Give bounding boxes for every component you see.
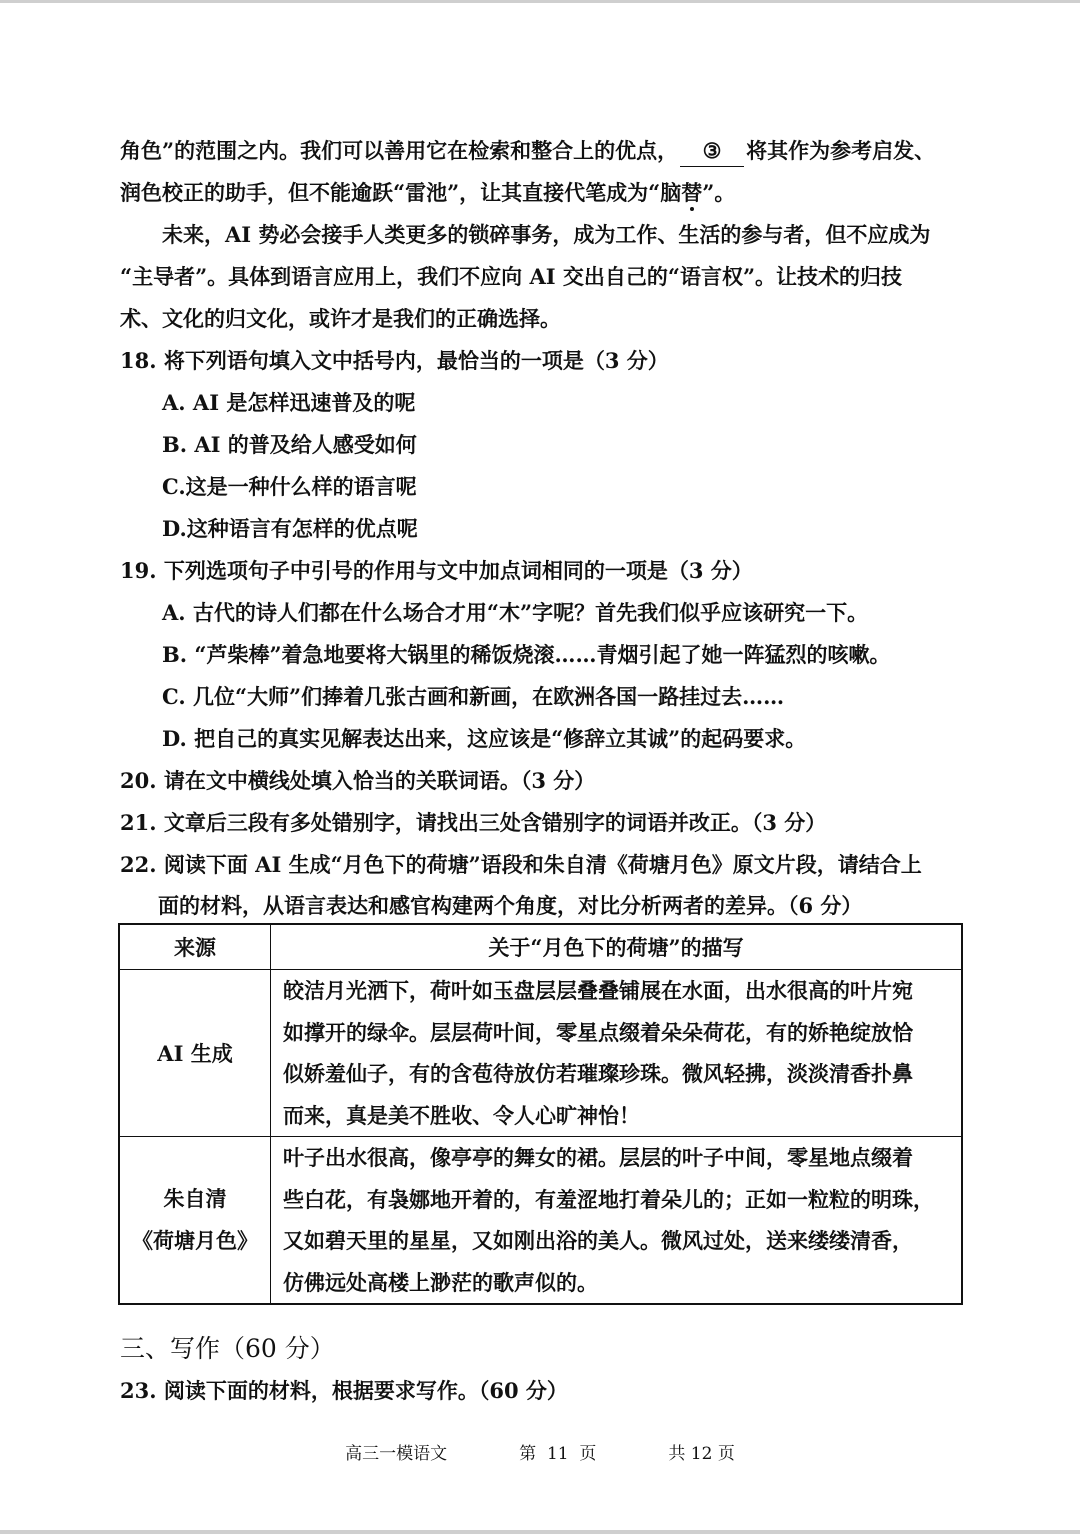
source-zhu [119,1137,271,1305]
desc-line: 仿佛远处高楼上渺茫的歌声似的。 [283,1269,598,1295]
desc-line: 些白花，有袅娜地开着的，有羞涩地打着朵儿的；正如一粒粒的明珠， [283,1186,934,1212]
source-ai: AI 生成 [119,970,271,1137]
q18-option-d: D.这种语言有怎样的优点呢 [162,516,418,541]
header-description: 关于“月色下的荷塘”的描写 [271,924,963,970]
q18-option-a: A. AI 是怎样迅速普及的呢 [162,390,416,415]
dotted-word: 替 [681,180,703,205]
section-title-writing: 三、写作（60 分） [120,1334,335,1363]
footer-page: 第 11 页 [519,1444,597,1464]
passage-para2-line3: 术、文化的归文化，或许才是我们的正确选择。 [120,306,561,331]
header-source: 来源 [119,924,271,970]
question-22-line2: 面的材料，从语言表达和感官构建两个角度，对比分析两者的差异。（6 分） [158,893,863,918]
table-header-row [119,924,962,970]
q18-option-c: C.这是一种什么样的语言呢 [162,474,417,499]
q19-option-c: C. 几位“大师”们捧着几张古画和新画，在欧洲各国一路挂过去…… [162,684,785,709]
question-22-line1: 22. 阅读下面 AI 生成“月色下的荷塘”语段和朱自清《荷塘月色》原文片段，请结合上 [120,852,922,877]
desc-line: 似娇羞仙子，有的含苞待放仿若璀璨珍珠。微风轻拂，淡淡清香扑鼻 [283,1061,913,1086]
passage-para2-line1: 未来，AI 势必会接手人类更多的锁碎事务，成为工作、生活的参与者，但不应成为 [162,222,931,247]
source-work: 《荷塘月色》 [132,1228,258,1253]
blank-3: ③ [680,136,744,167]
passage-line-2 [120,178,735,208]
page-footer [0,1440,1080,1468]
desc-line: 而来，真是美不胜收、令人心旷神怡！ [283,1102,640,1128]
passage-text: 角色”的范围之内。我们可以善用它在检索和整合上的优点， [120,138,679,163]
table-row-ai [119,970,962,1137]
table-row-zhu [119,1137,962,1305]
question-23: 23. 阅读下面的材料，根据要求写作。（60 分） [120,1378,568,1403]
desc-line: 又如碧天里的星星，又如刚出浴的美人。微风过处，送来缕缕清香， [283,1228,913,1253]
desc-line: 叶子出水很高，像亭亭的舞女的裙。层层的叶子中间，零星地点缀着 [283,1145,913,1170]
question-21: 21. 文章后三段有多处错别字，请找出三处含错别字的词语并改正。（3 分） [120,810,827,835]
passage-text: ”。 [702,180,736,205]
q19-option-b: B. “芦柴棒”着急地要将大锅里的稀饭烧滚……青烟引起了她一阵猛烈的咳嗽。 [162,642,891,667]
question-20: 20. 请在文中横线处填入恰当的关联词语。（3 分） [120,768,596,793]
footer-total: 共 12 页 [668,1444,735,1464]
source-author: 朱自清 [163,1186,227,1211]
comparison-table [118,923,963,1305]
passage-text: 将其作为参考启发、 [746,138,936,163]
q18-option-b: B. AI 的普及给人感受如何 [162,432,417,457]
desc-line: 皎洁月光洒下，荷叶如玉盘层层叠叠铺展在水面，出水很高的叶片宛 [283,978,913,1003]
desc-ai [271,970,963,1137]
q19-option-a: A. 古代的诗人们都在什么场合才用“木”字呢？首先我们似乎应该研究一下。 [162,600,869,625]
passage-para2-line2: “主导者”。具体到语言应用上，我们不应向 AI 交出自己的“语言权”。让技术的归技 [120,264,903,289]
desc-zhu [271,1137,963,1305]
passage-line-1 [120,136,935,167]
q19-option-d: D. 把自己的真实见解表达出来，这应该是“修辞立其诚”的起码要求。 [162,726,807,751]
question-18: 18. 将下列语句填入文中括号内，最恰当的一项是（3 分） [120,348,669,373]
footer-exam: 高三一模语文 [345,1444,448,1464]
question-19: 19. 下列选项句子中引号的作用与文中加点词相同的一项是（3 分） [120,558,753,583]
desc-line: 如撑开的绿伞。层层荷叶间，零星点缀着朵朵荷花，有的娇艳绽放恰 [283,1019,913,1045]
passage-text: 润色校正的助手，但不能逾跃“雷池”，让其直接代笔成为“脑 [120,180,682,205]
